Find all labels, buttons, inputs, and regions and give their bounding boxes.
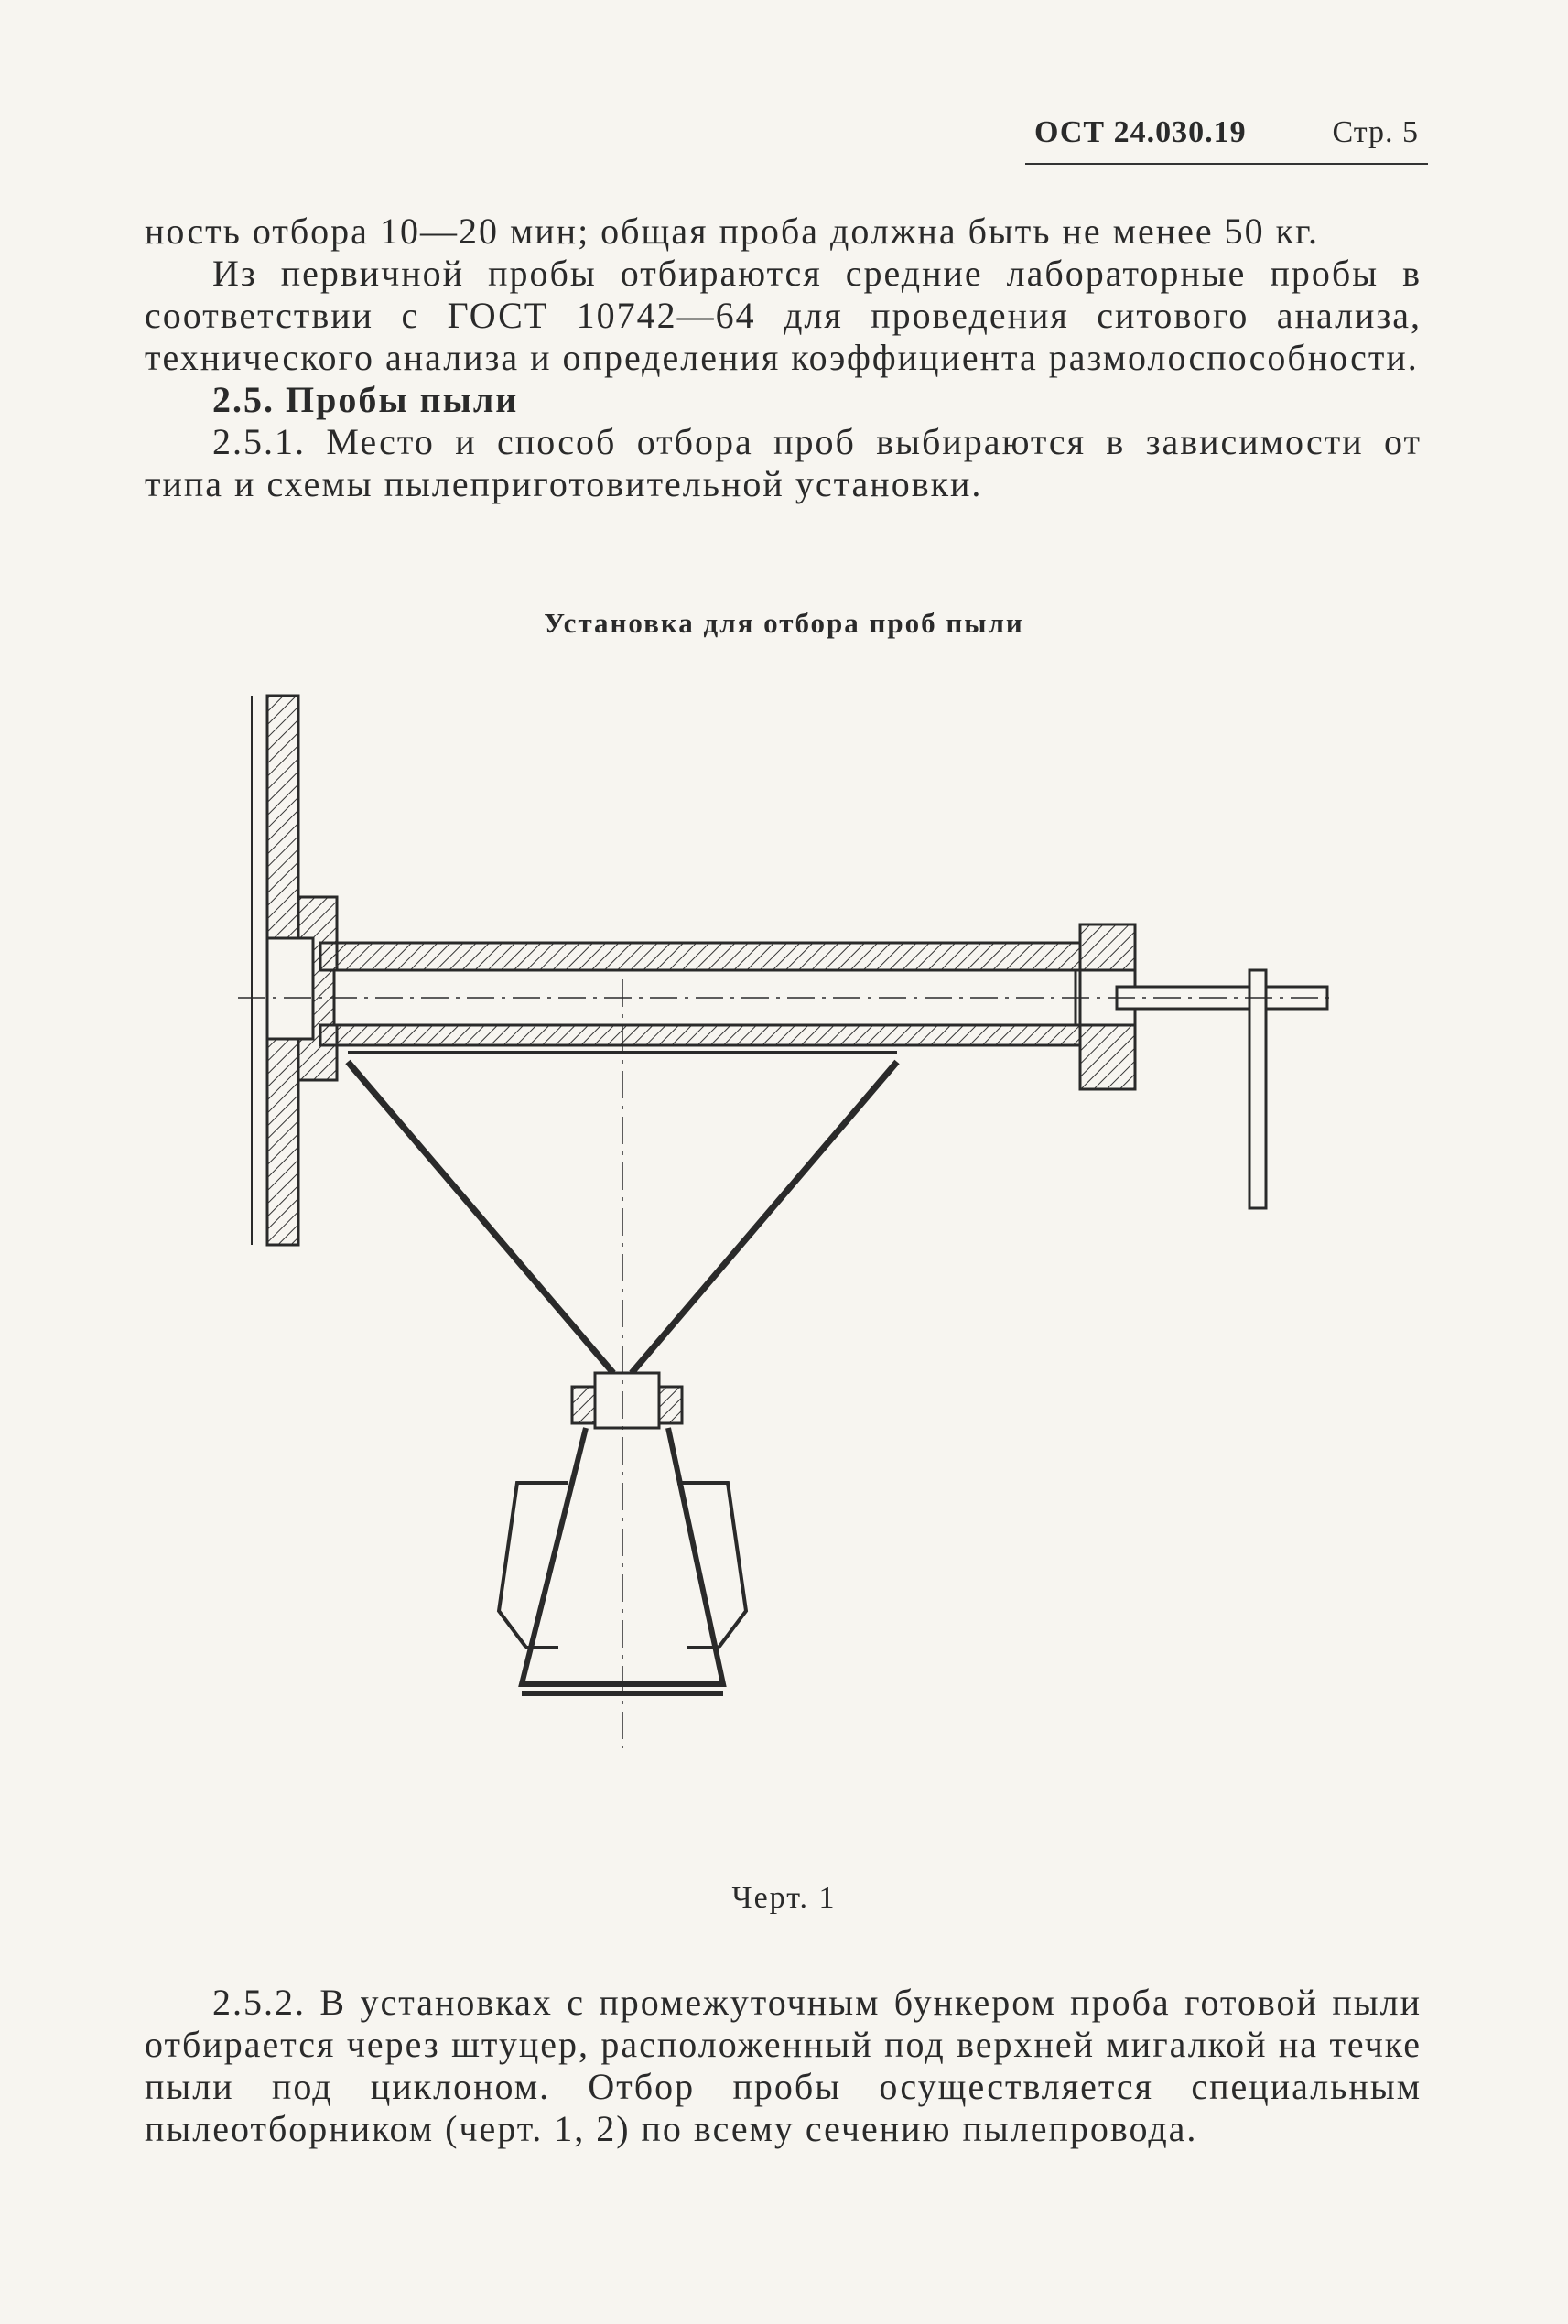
page-number: Стр. 5	[1332, 115, 1419, 149]
paragraph-2-5-2: 2.5.2. В установках с промежуточным бункером проба готовой пыли отбирается через штуцер, расположенный под верхней мигалкой на течке пыли под циклоном. Отбор пробы осуществляется специальным пылеотборником (черт. 1, 2) по всему сечению пылепровода.	[145, 1982, 1422, 2149]
left-handle	[499, 1483, 568, 1648]
horizontal-tube	[320, 943, 1080, 970]
section-title: 2.5. Пробы пыли	[212, 379, 519, 420]
paragraph-continued: ность отбора 10—20 мин; общая проба должна быть не менее 50 кг.	[145, 211, 1319, 252]
neck	[595, 1373, 659, 1428]
crank-handle	[1249, 970, 1266, 1208]
figure-title: Установка для отбора проб пыли	[544, 607, 1024, 639]
document-code: ОСТ 24.030.19	[1034, 115, 1247, 149]
paragraph-2-5-1: 2.5.1. Место и способ отбора проб выбираются в зависимости от типа и схемы пылеприготовительной установки.	[145, 421, 1422, 504]
figure-caption: Черт. 1	[731, 1881, 837, 1915]
body-text-top	[145, 211, 1422, 505]
page-header	[1025, 108, 1428, 165]
dust-sampler-drawing	[211, 677, 1336, 1867]
body-text-bottom	[145, 1982, 1422, 2150]
paragraph-primary-sample: Из первичной пробы отбираются средние лабораторные пробы в соответствии с ГОСТ 10742—64 для проведения ситового анализа, технического анализа и определения коэффициента размолоспособности.	[145, 253, 1422, 378]
